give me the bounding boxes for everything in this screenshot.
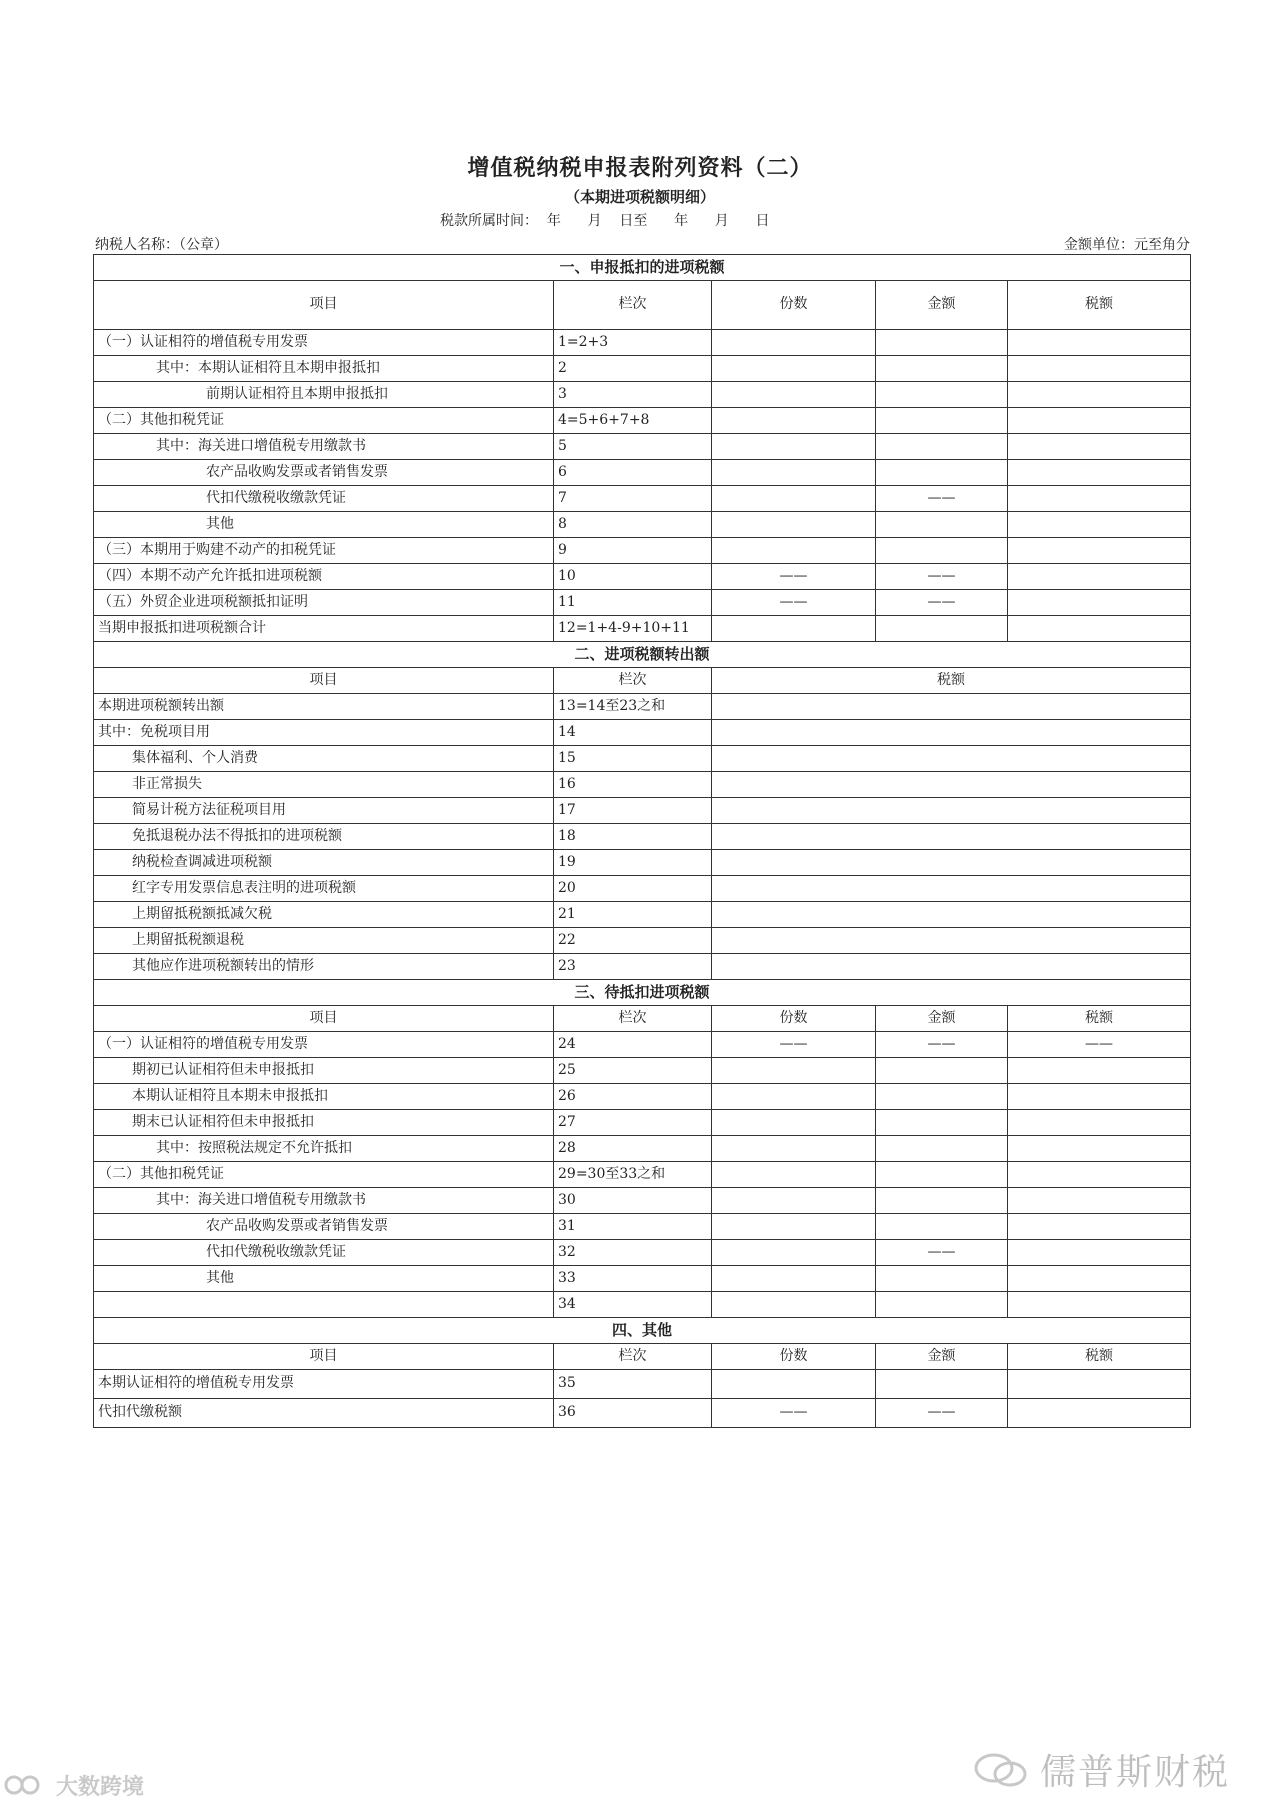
row-count-cell[interactable] (712, 1136, 876, 1162)
row-tax-cell[interactable] (1008, 1136, 1191, 1162)
table-row (94, 1399, 1191, 1428)
row-line-number: 17 (554, 798, 712, 824)
row-count-cell[interactable]: —— (712, 564, 876, 590)
header-item: 项目 (94, 668, 554, 694)
header-count: 份数 (712, 1006, 876, 1032)
row-item: 本期进项税额转出额 (94, 694, 554, 720)
row-amount-cell[interactable] (876, 356, 1008, 382)
row-amount-cell[interactable] (876, 1188, 1008, 1214)
row-amount-cell[interactable] (876, 1058, 1008, 1084)
table-row (94, 512, 1191, 538)
row-count-cell[interactable] (712, 538, 876, 564)
row-line-number: 11 (554, 590, 712, 616)
row-amount-cell[interactable] (876, 1136, 1008, 1162)
row-item (94, 1292, 554, 1318)
amount-unit-label: 金额单位：元至角分 (1064, 237, 1190, 253)
row-count-cell[interactable] (712, 382, 876, 408)
row-amount-cell[interactable] (876, 1370, 1008, 1399)
row-item: 上期留抵税额退税 (94, 928, 554, 954)
header-line: 栏次 (554, 668, 712, 694)
row-amount-cell[interactable]: —— (876, 1399, 1008, 1428)
column-header-row (94, 668, 1191, 694)
row-line-number: 16 (554, 772, 712, 798)
table-row (94, 434, 1191, 460)
row-tax-cell[interactable] (712, 876, 1191, 902)
table-row (94, 876, 1191, 902)
row-item: 代扣代缴税额 (94, 1399, 554, 1428)
header-line: 栏次 (554, 1006, 712, 1032)
row-line-number: 27 (554, 1110, 712, 1136)
row-count-cell[interactable] (712, 1188, 876, 1214)
row-line-number: 28 (554, 1136, 712, 1162)
row-tax-cell[interactable] (1008, 1370, 1191, 1399)
row-amount-cell[interactable] (876, 434, 1008, 460)
row-count-cell[interactable]: —— (712, 1399, 876, 1428)
row-item: 期末已认证相符但未申报抵扣 (94, 1110, 554, 1136)
row-line-number: 6 (554, 460, 712, 486)
header-item: 项目 (94, 1344, 554, 1370)
row-amount-cell[interactable] (876, 1214, 1008, 1240)
row-item: 其他应作进项税额转出的情形 (94, 954, 554, 980)
table-row (94, 772, 1191, 798)
row-line-number: 30 (554, 1188, 712, 1214)
row-count-cell[interactable] (712, 616, 876, 642)
row-tax-cell[interactable] (1008, 408, 1191, 434)
row-tax-cell[interactable] (1008, 1162, 1191, 1188)
row-count-cell[interactable] (712, 434, 876, 460)
header-tax: 税额 (1008, 1006, 1191, 1032)
row-item: 代扣代缴税收缴款凭证 (94, 1240, 554, 1266)
header-tax: 税额 (712, 668, 1191, 694)
row-tax-cell[interactable]: —— (1008, 1032, 1191, 1058)
table-row (94, 564, 1191, 590)
header-amount: 金额 (876, 281, 1008, 330)
row-tax-cell[interactable] (1008, 538, 1191, 564)
row-tax-cell[interactable] (712, 798, 1191, 824)
row-count-cell[interactable] (712, 486, 876, 512)
row-item: 上期留抵税额抵减欠税 (94, 902, 554, 928)
row-amount-cell[interactable]: —— (876, 486, 1008, 512)
row-tax-cell[interactable] (1008, 616, 1191, 642)
table-row (94, 382, 1191, 408)
row-count-cell[interactable]: —— (712, 1032, 876, 1058)
row-count-cell[interactable] (712, 1058, 876, 1084)
table-row (94, 1266, 1191, 1292)
row-line-number: 26 (554, 1084, 712, 1110)
row-count-cell[interactable] (712, 1266, 876, 1292)
column-header-row (94, 1006, 1191, 1032)
row-amount-cell[interactable] (876, 1266, 1008, 1292)
row-line-number: 32 (554, 1240, 712, 1266)
row-item: 免抵退税办法不得抵扣的进项税额 (94, 824, 554, 850)
declaration-table (93, 254, 1191, 1428)
row-item: 本期认证相符的增值税专用发票 (94, 1370, 554, 1399)
table-row (94, 1370, 1191, 1399)
row-item: 简易计税方法征税项目用 (94, 798, 554, 824)
header-item: 项目 (94, 1006, 554, 1032)
row-line-number: 34 (554, 1292, 712, 1318)
table-row (94, 746, 1191, 772)
row-line-number: 33 (554, 1266, 712, 1292)
section-title: 三、待抵扣进项税额 (94, 980, 1191, 1006)
row-amount-cell[interactable] (876, 1162, 1008, 1188)
table-row (94, 1188, 1191, 1214)
row-tax-cell[interactable] (1008, 1240, 1191, 1266)
header-item: 项目 (94, 281, 554, 330)
row-tax-cell[interactable] (712, 850, 1191, 876)
table-row (94, 1162, 1191, 1188)
row-count-cell[interactable] (712, 1162, 876, 1188)
row-amount-cell[interactable] (876, 538, 1008, 564)
row-line-number: 2 (554, 356, 712, 382)
row-amount-cell[interactable] (876, 616, 1008, 642)
row-tax-cell[interactable] (712, 772, 1191, 798)
row-tax-cell[interactable] (1008, 330, 1191, 356)
row-tax-cell[interactable] (1008, 356, 1191, 382)
row-count-cell[interactable] (712, 408, 876, 434)
table-row (94, 1214, 1191, 1240)
table-row (94, 1136, 1191, 1162)
table-row (94, 616, 1191, 642)
row-item: （三）本期用于购建不动产的扣税凭证 (94, 538, 554, 564)
row-tax-cell[interactable] (1008, 1266, 1191, 1292)
header-tax: 税额 (1008, 281, 1191, 330)
section-header-row (94, 1318, 1191, 1344)
row-count-cell[interactable] (712, 1370, 876, 1399)
row-item: （二）其他扣税凭证 (94, 408, 554, 434)
table-row (94, 538, 1191, 564)
watermark-right: 儒普斯财税 (1040, 1752, 1231, 1793)
row-item: 其中：按照税法规定不允许抵扣 (94, 1136, 554, 1162)
row-line-number: 25 (554, 1058, 712, 1084)
row-amount-cell[interactable] (876, 1110, 1008, 1136)
header-count: 份数 (712, 281, 876, 330)
row-line-number: 9 (554, 538, 712, 564)
section-header-row (94, 980, 1191, 1006)
section-title: 一、申报抵扣的进项税额 (94, 255, 1191, 281)
row-line-number: 31 (554, 1214, 712, 1240)
form-subtitle: （本期进项税额明细） (564, 188, 715, 206)
table-row (94, 1032, 1191, 1058)
row-tax-cell[interactable] (1008, 512, 1191, 538)
row-line-number: 13=14至23之和 (554, 694, 712, 720)
row-line-number: 35 (554, 1370, 712, 1399)
row-tax-cell[interactable] (1008, 434, 1191, 460)
header-line: 栏次 (554, 281, 712, 330)
row-item: 纳税检查调减进项税额 (94, 850, 554, 876)
header-tax: 税额 (1008, 1344, 1191, 1370)
row-count-cell[interactable] (712, 330, 876, 356)
section-header-row (94, 255, 1191, 281)
row-tax-cell[interactable] (1008, 1110, 1191, 1136)
row-amount-cell[interactable] (876, 1084, 1008, 1110)
row-item: （四）本期不动产允许抵扣进项税额 (94, 564, 554, 590)
row-item: 农产品收购发票或者销售发票 (94, 1214, 554, 1240)
row-item: 代扣代缴税收缴款凭证 (94, 486, 554, 512)
header-count: 份数 (712, 1344, 876, 1370)
row-tax-cell[interactable] (1008, 1214, 1191, 1240)
row-item: 集体福利、个人消费 (94, 746, 554, 772)
row-item: 其他 (94, 512, 554, 538)
row-line-number: 14 (554, 720, 712, 746)
row-count-cell[interactable] (712, 1292, 876, 1318)
row-line-number: 36 (554, 1399, 712, 1428)
section-title: 四、其他 (94, 1318, 1191, 1344)
row-tax-cell[interactable] (712, 694, 1191, 720)
row-tax-cell[interactable] (1008, 1058, 1191, 1084)
row-amount-cell[interactable]: —— (876, 1032, 1008, 1058)
row-count-cell[interactable] (712, 356, 876, 382)
taxpayer-name-label: 纳税人名称：（公章） (95, 237, 228, 253)
row-count-cell[interactable] (712, 1084, 876, 1110)
table-row (94, 798, 1191, 824)
row-item: 前期认证相符且本期申报抵扣 (94, 382, 554, 408)
row-amount-cell[interactable] (876, 512, 1008, 538)
row-tax-cell[interactable] (1008, 1188, 1191, 1214)
table-row (94, 330, 1191, 356)
table-row (94, 694, 1191, 720)
row-item: （五）外贸企业进项税额抵扣证明 (94, 590, 554, 616)
row-line-number: 20 (554, 876, 712, 902)
header-line: 栏次 (554, 1344, 712, 1370)
row-count-cell[interactable] (712, 1240, 876, 1266)
row-item: 非正常损失 (94, 772, 554, 798)
row-tax-cell[interactable] (1008, 1084, 1191, 1110)
row-tax-cell[interactable] (1008, 382, 1191, 408)
table-row (94, 1292, 1191, 1318)
header-amount: 金额 (876, 1006, 1008, 1032)
table-row (94, 954, 1191, 980)
row-item: （二）其他扣税凭证 (94, 1162, 554, 1188)
row-count-cell[interactable] (712, 1110, 876, 1136)
row-item: 其中：免税项目用 (94, 720, 554, 746)
row-item: （一）认证相符的增值税专用发票 (94, 330, 554, 356)
row-amount-cell[interactable] (876, 330, 1008, 356)
column-header-row (94, 281, 1191, 330)
section-title: 二、进项税额转出额 (94, 642, 1191, 668)
table-row (94, 460, 1191, 486)
table-row (94, 928, 1191, 954)
row-line-number: 8 (554, 512, 712, 538)
table-row (94, 720, 1191, 746)
table-row (94, 902, 1191, 928)
row-amount-cell[interactable] (876, 1292, 1008, 1318)
row-tax-cell[interactable] (1008, 590, 1191, 616)
row-amount-cell[interactable] (876, 408, 1008, 434)
row-line-number: 22 (554, 928, 712, 954)
row-item: （一）认证相符的增值税专用发票 (94, 1032, 554, 1058)
row-line-number: 18 (554, 824, 712, 850)
row-tax-cell[interactable] (712, 824, 1191, 850)
table-row (94, 486, 1191, 512)
row-count-cell[interactable] (712, 1214, 876, 1240)
row-line-number: 29=30至33之和 (554, 1162, 712, 1188)
column-header-row (94, 1344, 1191, 1370)
table-row (94, 824, 1191, 850)
row-item: 红字专用发票信息表注明的进项税额 (94, 876, 554, 902)
row-line-number: 1=2+3 (554, 330, 712, 356)
row-tax-cell[interactable] (1008, 564, 1191, 590)
row-tax-cell[interactable] (1008, 1399, 1191, 1428)
table-row (94, 590, 1191, 616)
row-item: 其他 (94, 1266, 554, 1292)
row-tax-cell[interactable] (1008, 460, 1191, 486)
table-row (94, 850, 1191, 876)
row-line-number: 19 (554, 850, 712, 876)
row-item: 其中：本期认证相符且本期申报抵扣 (94, 356, 554, 382)
row-amount-cell[interactable] (876, 382, 1008, 408)
table-row (94, 1084, 1191, 1110)
row-item: 当期申报抵扣进项税额合计 (94, 616, 554, 642)
table-row (94, 1110, 1191, 1136)
row-line-number: 12=1+4-9+10+11 (554, 616, 712, 642)
row-amount-cell[interactable] (876, 460, 1008, 486)
row-item: 期初已认证相符但未申报抵扣 (94, 1058, 554, 1084)
row-tax-cell[interactable] (712, 954, 1191, 980)
table-row (94, 1240, 1191, 1266)
row-line-number: 21 (554, 902, 712, 928)
section-header-row (94, 642, 1191, 668)
row-tax-cell[interactable] (712, 928, 1191, 954)
row-line-number: 10 (554, 564, 712, 590)
brand-logo-icon (4, 1772, 52, 1798)
row-count-cell[interactable]: —— (712, 590, 876, 616)
row-amount-cell[interactable]: —— (876, 590, 1008, 616)
row-item: 农产品收购发票或者销售发票 (94, 460, 554, 486)
row-count-cell[interactable] (712, 460, 876, 486)
row-tax-cell[interactable] (712, 902, 1191, 928)
watermark-left: 大数跨境 (56, 1775, 145, 1800)
form-title: 增值税纳税申报表附列资料（二） (467, 155, 813, 181)
table-row (94, 356, 1191, 382)
wechat-icon (972, 1752, 1032, 1788)
tax-period: 税款所属时间： 年 月 日至 年 月 日 (440, 213, 770, 229)
row-line-number: 24 (554, 1032, 712, 1058)
row-line-number: 7 (554, 486, 712, 512)
row-item: 其中：海关进口增值税专用缴款书 (94, 1188, 554, 1214)
row-amount-cell[interactable]: —— (876, 1240, 1008, 1266)
row-item: 本期认证相符且本期未申报抵扣 (94, 1084, 554, 1110)
row-line-number: 15 (554, 746, 712, 772)
row-line-number: 3 (554, 382, 712, 408)
row-tax-cell[interactable] (1008, 486, 1191, 512)
row-tax-cell[interactable] (712, 720, 1191, 746)
row-amount-cell[interactable]: —— (876, 564, 1008, 590)
row-line-number: 5 (554, 434, 712, 460)
row-tax-cell[interactable] (1008, 1292, 1191, 1318)
table-row (94, 1058, 1191, 1084)
row-line-number: 4=5+6+7+8 (554, 408, 712, 434)
table-row (94, 408, 1191, 434)
header-amount: 金额 (876, 1344, 1008, 1370)
row-tax-cell[interactable] (712, 746, 1191, 772)
row-item: 其中：海关进口增值税专用缴款书 (94, 434, 554, 460)
row-count-cell[interactable] (712, 512, 876, 538)
row-line-number: 23 (554, 954, 712, 980)
